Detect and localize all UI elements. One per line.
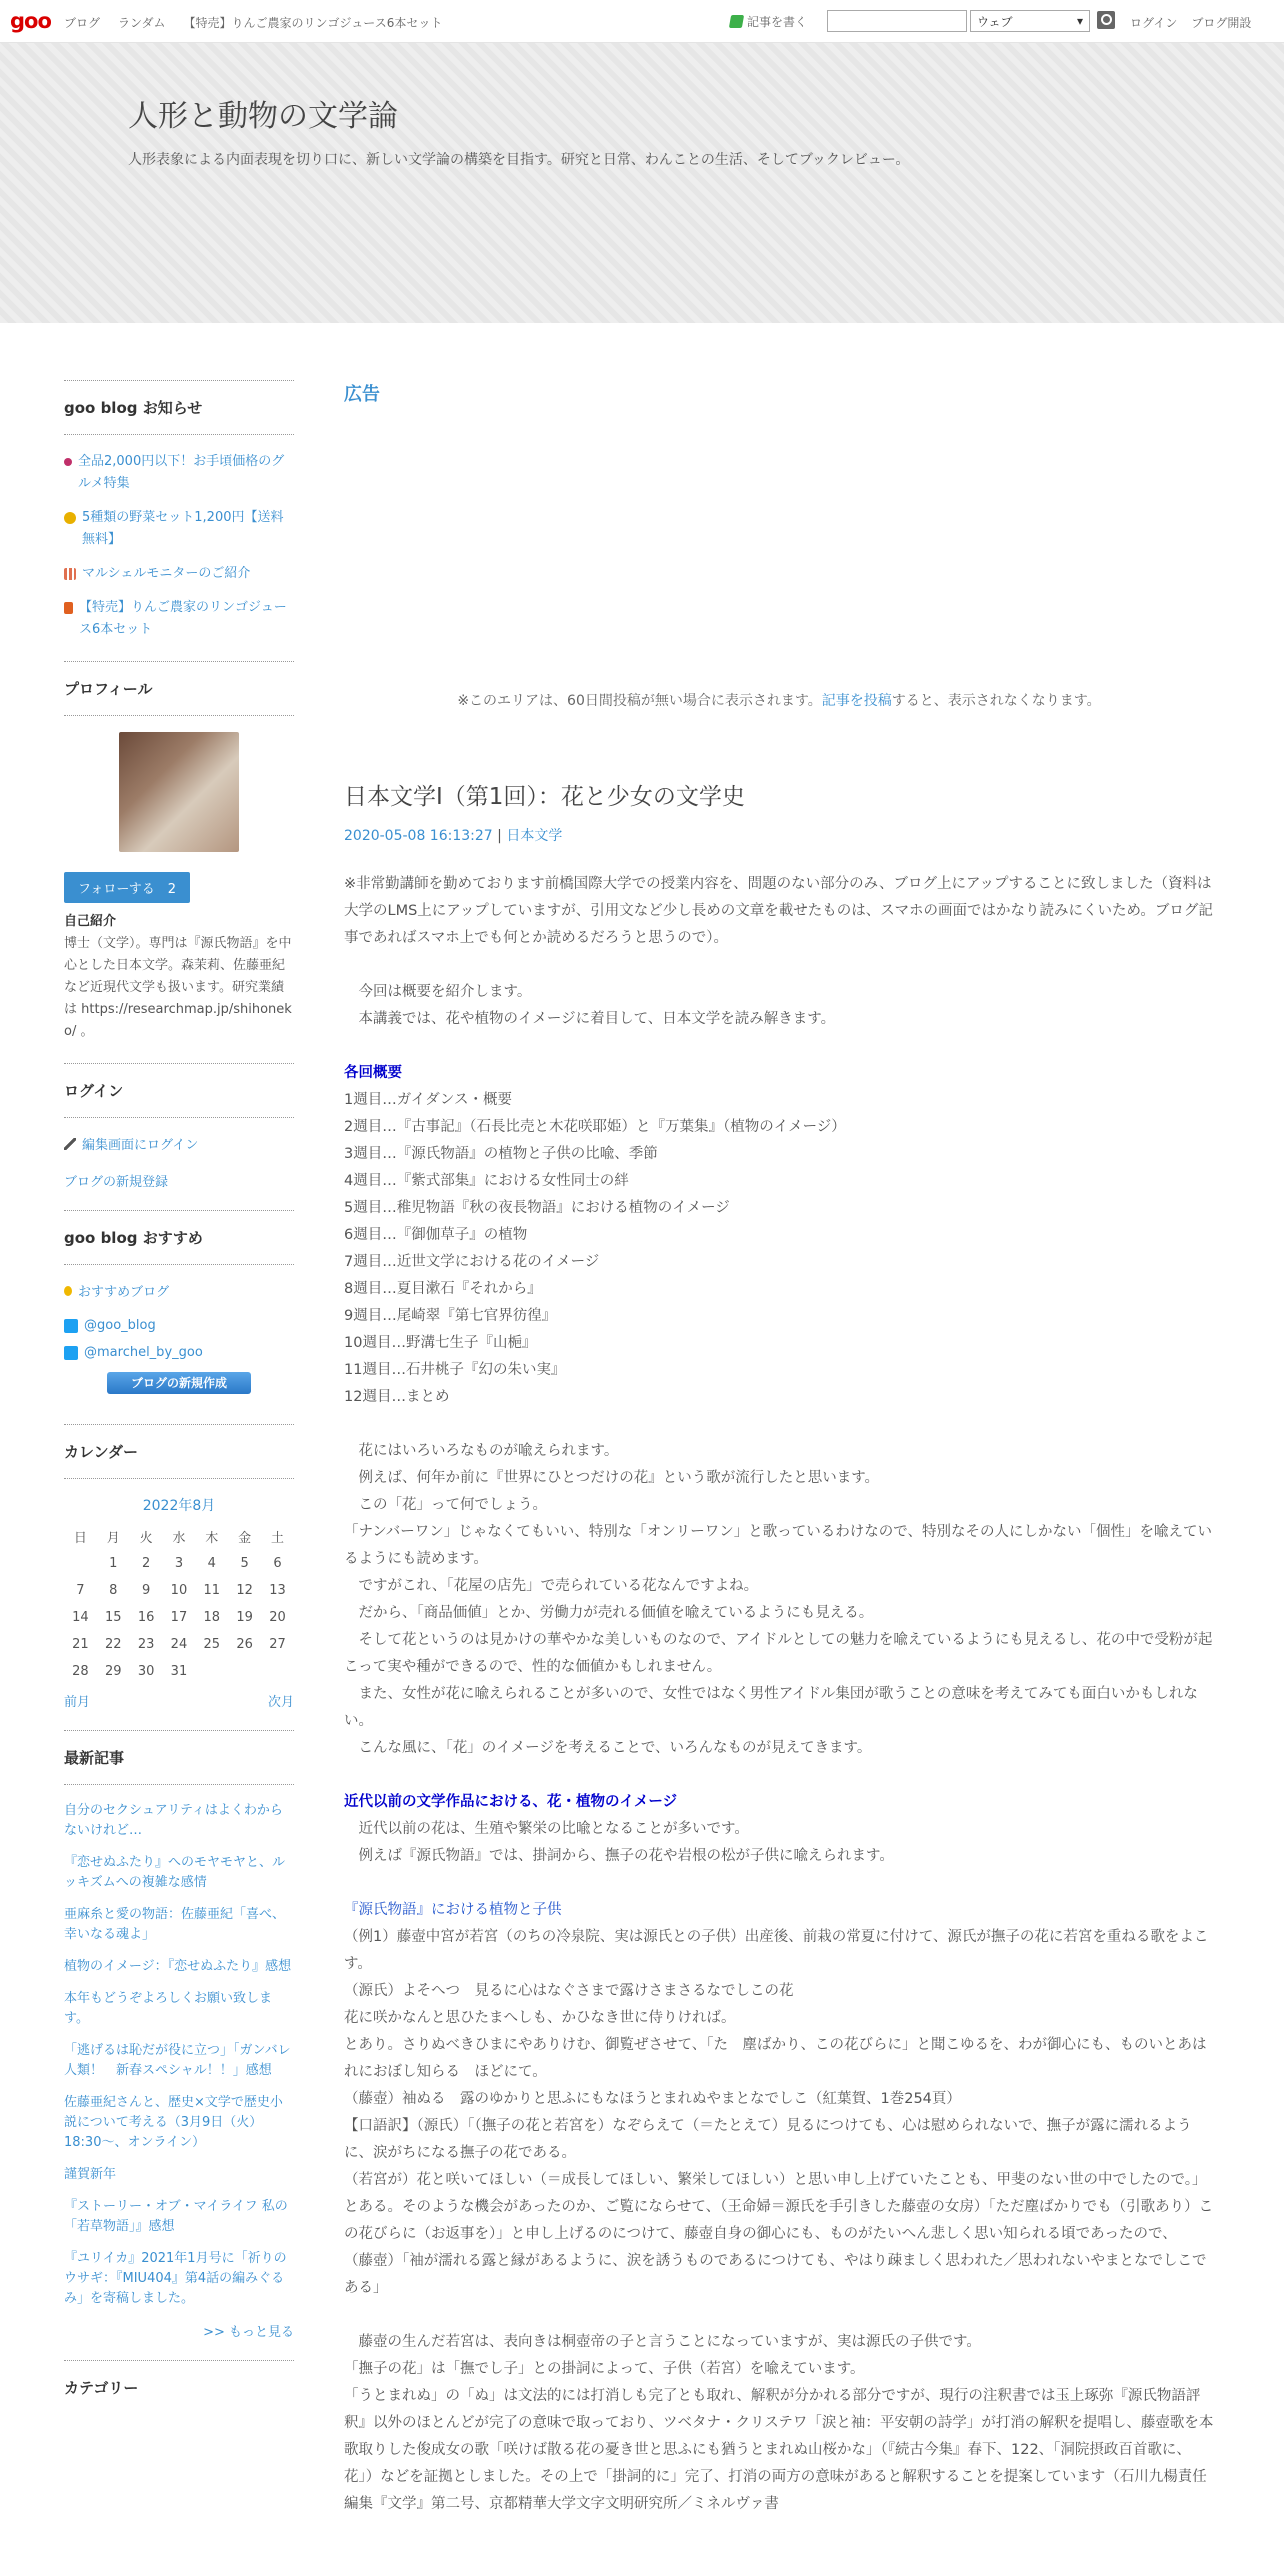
calendar-day: 27 (269, 1637, 286, 1652)
calendar-day: 15 (104, 1610, 122, 1625)
schedule-item: 10週目…野溝七生子『山梔』 (344, 1335, 537, 1351)
schedule-item: 1週目…ガイダンス・概要 (344, 1092, 512, 1108)
recent-article-link[interactable]: 本年もどうぞよろしくお願い致します。 (64, 1991, 273, 2026)
calendar-day: 28 (72, 1664, 89, 1679)
article-paragraph: とあり。さりぬべきひまにやありけむ、御覧ぜさせて、「た 塵ばかり、この花びらに」と聞こゆるを、わが御心にも、ものいとあはれにおぼし知らる ほどにて。 (344, 2037, 1207, 2080)
article-paragraph: 本講義では、花や植物のイメージに着目して、日本文学を読み解きます。 (344, 1011, 836, 1027)
article-paragraph: 「ナンバーワン」じゃなくてもいい、特別な「オンリーワン」と歌っているわけなので、特別なその人にしかない「個性」を喩えているようにも読めます。 (344, 1524, 1212, 1567)
calendar-day (261, 1658, 294, 1685)
intro-text: 博士（文学）。専門は『源氏物語』を中心とした日本文学。森茉莉、佐藤亜紀など近現代文学も扱います。研究業績は https://researchmap.jp/shihoneko/ 。 (64, 936, 292, 1039)
calendar-week (64, 1550, 294, 1577)
edit-login-label: 編集画面にログイン (82, 1138, 199, 1153)
article-paragraph: 近代以前の花は、生殖や繁栄の比喩となることが多いです。 (344, 1821, 749, 1837)
calendar-week (64, 1658, 294, 1685)
article-paragraph: 例えば『源氏物語』では、掛詞から、撫子の花や岩根の松が子供に喩えられます。 (344, 1848, 894, 1864)
article-category-link[interactable]: 日本文学 (506, 828, 563, 844)
music-note-icon (64, 458, 72, 466)
calendar-table (64, 1523, 294, 1685)
schedule-item: 8週目…夏目漱石『それから』 (344, 1281, 542, 1297)
recent-article-link[interactable]: 『ユリイカ』2021年1月号に「祈りのウサギ：『MIU404』第4話の編みぐるみ」を寄稿しました。 (64, 2251, 287, 2306)
article-paragraph: とある。そのような機会があったのか、ご覧にならせて、（王命婦＝源氏を手引きした藤壺の女房）「ただ塵ばかりでも（引歌あり）この花びらに（お返事を）」と申し上げるのにつけて、藤壺自身の御心にも、ものがたいへん悲しく思い知られる頃であったので、 (344, 2199, 1214, 2242)
calendar-day: 23 (137, 1637, 155, 1652)
notice-item[interactable] (64, 597, 294, 641)
category-title: カテゴリー (64, 2379, 139, 2397)
calendar-day (195, 1658, 228, 1685)
article-paragraph: 今回は概要を紹介します。 (344, 984, 532, 1000)
schedule-item: 3週目…『源氏物語』の植物と子供の比喩、季節 (344, 1146, 658, 1162)
calendar-day: 19 (236, 1610, 253, 1625)
calendar-day: 30 (137, 1664, 155, 1679)
nav-sale[interactable]: 【特売】りんご農家のリンゴジュース6本セット (183, 16, 443, 30)
search-scope-select[interactable] (970, 10, 1090, 32)
section-heading: 各回概要 (344, 1065, 402, 1081)
calendar-day: 8 (109, 1583, 118, 1598)
recent-article-link[interactable]: 亜麻糸と愛の物語：佐藤亜紀「喜べ、幸いなる魂よ」 (64, 1907, 286, 1942)
calendar-day: 10 (170, 1583, 188, 1598)
notice-text: 【特売】りんご農家のリンゴジュース6本セット (79, 600, 287, 637)
calendar-day: 11 (203, 1583, 221, 1598)
schedule-item: 4週目…『紫式部集』における女性同士の絆 (344, 1173, 629, 1189)
calendar-day: 3 (174, 1556, 184, 1571)
recommend-blog-label: おすすめブログ (78, 1285, 170, 1300)
write-article-link[interactable] (730, 13, 807, 30)
recommend-section (64, 1210, 294, 1394)
spacer (344, 952, 1214, 979)
new-register-link[interactable]: ブログの新規登録 (64, 1175, 169, 1190)
article-paragraph: だから、「商品価値」とか、労働力が売れる価値を喩えているようにも見える。 (344, 1605, 874, 1621)
article-paragraph: ですがこれ、「花屋の店先」で売られている花なんですよね。 (344, 1578, 759, 1594)
write-article-label: 記事を書く (747, 15, 808, 29)
blog-description: 人形表象による内面表現を切り口に、新しい文学論の構築を目指す。研究と日常、わんことの生活、そしてブックレビュー。 (128, 152, 910, 168)
login-section (64, 1063, 294, 1190)
chevron-down-icon: ▾ (1076, 14, 1083, 28)
blog-title[interactable]: 人形と動物の文学論 (128, 99, 398, 134)
calendar-day: 17 (170, 1610, 188, 1625)
article-paragraph: また、女性が花に喩えられることが多いので、女性ではなく男性アイドル集団が歌うことの意味を考えてみても面白いかもしれない。 (344, 1686, 1198, 1729)
ad-note-text: ※このエリアは、60日間投稿が無い場合に表示されます。 (457, 693, 822, 709)
schedule-item: 11週目…石井桃子『幻の朱い実』 (344, 1362, 566, 1378)
profile-section (64, 661, 294, 1043)
recent-section (64, 1730, 294, 2340)
notice-text: 5種類の野菜セット1,200円【送料無料】 (82, 510, 284, 547)
recommend-blog-link[interactable] (64, 1281, 294, 1300)
section-heading: 『源氏物語』における植物と子供 (344, 1902, 562, 1918)
recent-article-link[interactable]: 自分のセクシュアリティはよくわからないけれど… (64, 1803, 283, 1838)
next-month-link[interactable]: 次月 (267, 1695, 294, 1710)
search-scope-value: ウェブ (977, 14, 1013, 29)
notice-title: goo blog お知らせ (64, 397, 294, 435)
calendar-week (64, 1577, 294, 1604)
grid-icon (64, 568, 76, 580)
schedule-item: 5週目…稚児物語『秋の夜長物語』における植物のイメージ (344, 1200, 730, 1216)
article-meta (344, 825, 1214, 845)
profile-title: プロフィール (64, 678, 294, 716)
article-paragraph: こんな風に、「花」のイメージを考えることで、いろんなものが見えてきます。 (344, 1740, 872, 1756)
calendar-day: 5 (240, 1556, 249, 1571)
spacer (344, 2302, 1214, 2329)
calendar-day: 4 (207, 1556, 216, 1571)
weekday: 日 (73, 1531, 87, 1546)
pencil-icon (729, 15, 744, 28)
article-body (344, 871, 1214, 2518)
ad-note (344, 690, 1214, 710)
article-paragraph: （藤壺）「袖が濡れる露と縁があるように、涙を誘うものであるにつけても、やはり疎ましく思われた／思われないやまとなでしこである」 (344, 2253, 1207, 2296)
weekday: 金 (238, 1531, 252, 1546)
article-paragraph: 藤壺の生んだ若宮は、表向きは桐壺帝の子と言うことになっていますが、実は源氏の子供です。 (344, 2334, 981, 2350)
article-paragraph: （藤壺）袖ぬる 露のゆかりと思ふにもなほうとまれぬやまとなでしこ（紅葉賀、1巻254頁） (344, 2091, 961, 2107)
calendar-title: カレンダー (64, 1441, 294, 1479)
recent-article-link[interactable]: 『恋せぬふたり』へのモヤモヤと、ルッキズムへの複雑な感情 (64, 1855, 286, 1890)
sun-icon (64, 512, 76, 524)
goo-logo[interactable]: goo (10, 9, 51, 33)
calendar-day: 31 (170, 1664, 188, 1679)
section-heading: 近代以前の文学作品における、花・植物のイメージ (344, 1794, 678, 1810)
main-content (344, 380, 1214, 2518)
edit-login-link[interactable] (64, 1134, 294, 1153)
article-paragraph: （源氏）よそへつ 見るに心はなぐさまで露けさまさるなでしこの花 (344, 1983, 794, 1999)
twitter-icon (64, 1319, 78, 1333)
calendar-day: 6 (273, 1556, 282, 1571)
new-blog-button[interactable]: ブログの新規作成 (107, 1372, 251, 1394)
calendar-day: 2 (141, 1556, 151, 1571)
calendar-day: 18 (203, 1610, 221, 1625)
recent-title: 最新記事 (64, 1747, 294, 1785)
weekday: 木 (205, 1531, 219, 1546)
notice-section (64, 380, 294, 641)
top-nav (64, 14, 442, 31)
calendar-section (64, 1424, 294, 1710)
recent-article-link[interactable]: 植物のイメージ：『恋せぬふたり』感想 (64, 1959, 292, 1974)
calendar-weekday-row (64, 1523, 294, 1550)
calendar-day: 24 (170, 1637, 188, 1652)
spacer (344, 1762, 1214, 1789)
calendar-day: 7 (76, 1583, 85, 1598)
nav-blog[interactable]: ブログ (64, 16, 101, 30)
calendar-day: 22 (104, 1637, 122, 1652)
schedule-item: 6週目…『御伽草子』の植物 (344, 1227, 528, 1243)
login-link[interactable]: ログイン (1130, 16, 1178, 30)
calendar-day (228, 1658, 261, 1685)
search-input[interactable] (827, 10, 967, 32)
spacer (344, 1411, 1214, 1438)
calendar-day: 21 (72, 1637, 89, 1652)
recommend-title: goo blog おすすめ (64, 1227, 294, 1265)
ad-note-text-end: すると、表示されなくなります。 (891, 693, 1101, 709)
article-date: 2020-05-08 16:13:27 (344, 828, 493, 844)
prev-month-link[interactable]: 前月 (64, 1695, 91, 1710)
article-paragraph: そして花というのは見かけの華やかな美しいものなので、アイドルとしての魅力を喩えているようにも見えるし、花の中で受粉が起こって実や種ができるので、性的な価値かもしれません。 (344, 1632, 1213, 1675)
twitter-marchel-link[interactable] (64, 1345, 294, 1360)
search-icon[interactable] (1097, 11, 1115, 29)
pencil-icon (64, 1138, 76, 1150)
schedule-item: 7週目…近世文学における花のイメージ (344, 1254, 600, 1270)
calendar-day: 13 (269, 1583, 286, 1598)
calendar-day: 29 (104, 1664, 122, 1679)
open-blog-link[interactable]: ブログ開設 (1191, 16, 1252, 30)
nav-random[interactable]: ランダム (118, 16, 166, 30)
weekday: 火 (139, 1531, 153, 1546)
calendar-day: 14 (72, 1610, 89, 1625)
lightbulb-icon (64, 1286, 72, 1296)
schedule-item: 2週目…『古事記』（石長比売と木花咲耶姫）と『万葉集』（植物のイメージ） (344, 1119, 846, 1135)
article-paragraph: 花にはいろいろなものが喩えられます。 (344, 1443, 619, 1459)
calendar-week (64, 1604, 294, 1631)
notice-text: 全品2,000円以下！お手頃価格のグルメ特集 (78, 454, 285, 491)
spacer (344, 1033, 1214, 1060)
article-paragraph: （若宮が）花と咲いてほしい（＝成長してほしい、繁栄してほしい）と思い申し上げていたことも、甲斐のない世の中でしたので。」 (344, 2172, 1207, 2188)
twitter-icon (64, 1346, 78, 1360)
article-paragraph: 花に咲かなんと思ひたまへしも、かひなき世に侍りければ。 (344, 2010, 736, 2026)
twitter-goo-blog-link[interactable] (64, 1318, 294, 1333)
post-article-link[interactable]: 記事を投稿 (821, 693, 892, 709)
top-right-links (1130, 14, 1251, 31)
top-bar (0, 0, 1284, 43)
article-paragraph: ※非常勤講師を勤めております前橋国際大学での授業内容を、問題のない部分のみ、ブログ上にアップすることに致しました（資料は大学のLMS上にアップしていますが、引用文など少し長めの文章を載せたものは、スマホの画面ではかなり読みにくいため。ブログ記事であればスマホ上でも何とか読めるだろうと思うので）。 (344, 876, 1213, 946)
notice-item[interactable] (64, 507, 294, 551)
spacer (344, 1870, 1214, 1897)
calendar-day: 26 (236, 1637, 253, 1652)
recent-article-link[interactable]: 佐藤亜紀さんと、歴史×文学で歴史小説について考える（3月9日（火）18:30～、オンライン） (64, 2095, 283, 2150)
calendar-nav (64, 1691, 294, 1710)
article-paragraph: 「撫子の花」は「撫でし子」との掛詞によって、子供（若宮）を喩えています。 (344, 2361, 865, 2377)
category-section (64, 2360, 294, 2414)
meta-separator: | (492, 828, 507, 844)
blog-header (0, 43, 1284, 323)
notice-item[interactable] (64, 563, 294, 585)
juice-icon (64, 602, 73, 614)
calendar-day: 12 (236, 1583, 253, 1598)
login-title: ログイン (64, 1080, 294, 1118)
article-paragraph: 例えば、何年か前に『世界にひとつだけの花』という歌が流行したと思います。 (344, 1470, 880, 1486)
weekday: 土 (271, 1531, 285, 1546)
recent-article-link[interactable]: 『ストーリー・オブ・マイライフ 私の「若草物語」』感想 (64, 2199, 288, 2234)
calendar-month: 2022年8月 (142, 1498, 216, 1514)
more-link[interactable]: >> もっと見る (203, 2325, 294, 2340)
calendar-day: 16 (137, 1610, 155, 1625)
recent-article-link[interactable]: 謹賀新年 (64, 2167, 117, 2182)
article-paragraph: この「花」って何でしょう。 (344, 1497, 547, 1513)
calendar-day: 9 (141, 1583, 151, 1598)
article-paragraph: 「うとまれぬ」の「ぬ」は文法的には打消しも完了とも取れ、解釈が分かれる部分ですが、現行の注釈書では玉上琢弥『源氏物語評釈』以外のほとんどが完了の意味で取っており、ツベタナ・クリステワ「涙と袖：平安朝の詩学」が打消の解釈を提唱し、藤壺歌を本歌取りした俊成女の歌「咲けば散る花の憂き世と思ふにも猶うとまれぬ山桜かな」（『続古今集』春下、122、「洞院摂政百首歌に、花」）などを証拠としました。その上で「掛詞的に」完了、打消の両方の意味があると解釈することを提案しています（石川九楊責任編集『文学』第二号、京都精華大学文字文明研究所／ミネルヴァ書 (344, 2388, 1214, 2512)
calendar-day: 20 (269, 1610, 286, 1625)
notice-item[interactable] (64, 451, 294, 495)
avatar (119, 732, 239, 852)
ad-label: 広告 (344, 384, 380, 405)
article-paragraph: 【口語訳】（源氏）「（撫子の花と若宮を）なぞらえて（＝たとえて）見るにつけても、心は慰められないで、撫子が露に濡れるように、涙がちになる撫子の花である。 (344, 2118, 1192, 2161)
notice-text: マルシェルモニターのご紹介 (82, 566, 251, 581)
weekday: 水 (172, 1531, 186, 1546)
article-paragraph: （例1）藤壺中宮が若宮（のちの冷泉院、実は源氏との子供）出産後、前栽の常夏に付けて、源氏が撫子の花に若宮を重ねる歌をよこす。 (344, 1929, 1209, 1972)
calendar-day: 25 (203, 1637, 221, 1652)
calendar-week (64, 1631, 294, 1658)
schedule-item: 9週目…尾崎翠『第七官界彷徨』 (344, 1308, 557, 1324)
calendar-day (64, 1550, 97, 1577)
article-title[interactable]: 日本文学Ⅰ（第1回）：花と少女の文学史 (344, 784, 745, 810)
intro-label: 自己紹介 (64, 914, 117, 929)
schedule-item: 12週目…まとめ (344, 1389, 450, 1405)
weekday: 月 (106, 1531, 120, 1546)
twitter-goo-blog-label: @goo_blog (84, 1318, 156, 1333)
twitter-marchel-label: @marchel_by_goo (84, 1345, 203, 1360)
recent-article-link[interactable]: 「逃げるは恥だが役に立つ」「ガンバレ人類！ 新春スペシャル！！」感想 (64, 2043, 291, 2078)
sidebar (64, 380, 294, 2434)
follow-button[interactable]: フォローする 2 (64, 872, 190, 903)
calendar-day: 1 (109, 1556, 118, 1571)
